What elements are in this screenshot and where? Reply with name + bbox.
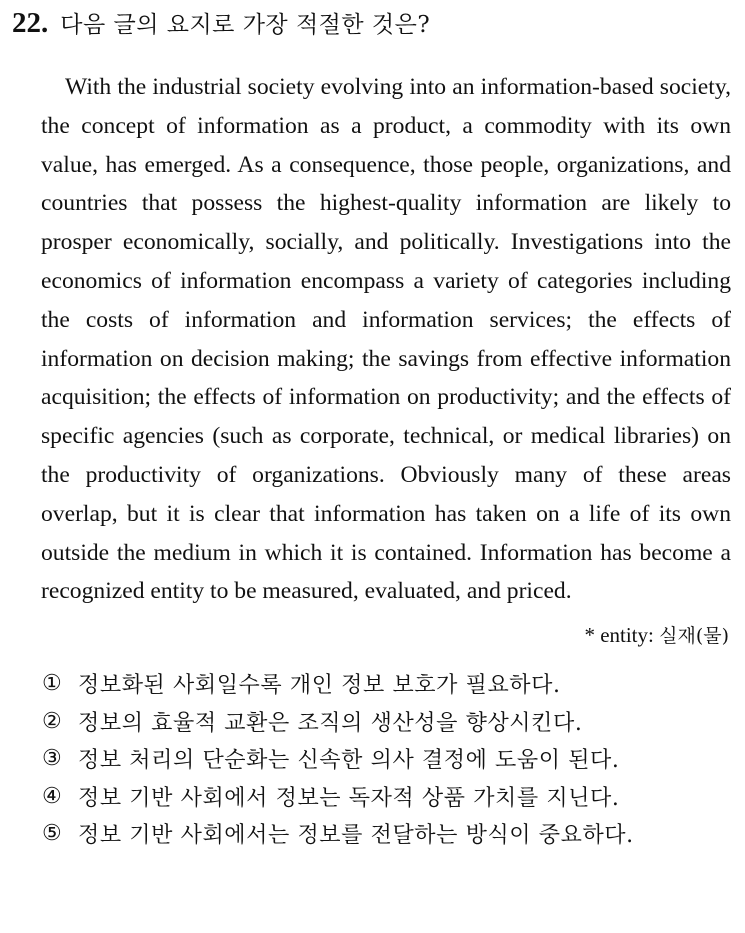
choice-text-5: 정보 기반 사회에서는 정보를 전달하는 방식이 중요하다. (78, 823, 634, 849)
vocabulary-footnote (12, 621, 731, 655)
answer-choice-4[interactable] (42, 778, 731, 816)
choice-number-1: ① (42, 671, 63, 697)
choice-text-3: 정보 처리의 단순화는 신속한 의사 결정에 도움이 된다. (78, 748, 620, 774)
choice-number-4: ④ (42, 783, 63, 809)
reading-passage: With the industrial society evolving into an information-based society, the concept of information as a product, a commodity with its own value, has emerged. As a consequence, those people, organizations, and countries that possess the highest-quality information are likely to prosper economically, socially, and politically. Investigations into the economics of information encompass a variety of categories including the costs of information and information services; the effects of information on decision making; the savings from effective information acquisition; the effects of information on productivity; and the effects of specific agencies (such as corporate, technical, or medical libraries) on the productivity of organizations. Obviously many of these areas overlap, but it is clear that information has taken on a life of its own outside the medium in which it is contained. Information has become a recognized entity to be measured, evaluated, and priced. (41, 74, 731, 605)
choice-text-2: 정보의 효율적 교환은 조직의 생산성을 향상시킨다. (78, 710, 583, 736)
question-number: 22. (12, 7, 49, 39)
footnote-term: * entity: (584, 623, 660, 648)
answer-choice-2[interactable] (42, 703, 731, 741)
choice-number-3: ③ (42, 746, 63, 772)
footnote-meaning: 실재(물) (659, 625, 729, 648)
choice-number-5: ⑤ (42, 821, 63, 847)
choice-text-1: 정보화된 사회일수록 개인 정보 보호가 필요하다. (78, 673, 561, 699)
question-title: 다음 글의 요지로 가장 적절한 것은? (60, 12, 431, 38)
question-header (12, 6, 731, 54)
choice-number-2: ② (42, 708, 63, 734)
answer-choice-3[interactable] (42, 740, 731, 778)
answer-choice-1[interactable] (42, 665, 731, 703)
answer-choices (12, 665, 731, 853)
choice-text-4: 정보 기반 사회에서 정보는 독자적 상품 가치를 지닌다. (78, 785, 620, 811)
answer-choice-5[interactable] (42, 815, 731, 853)
